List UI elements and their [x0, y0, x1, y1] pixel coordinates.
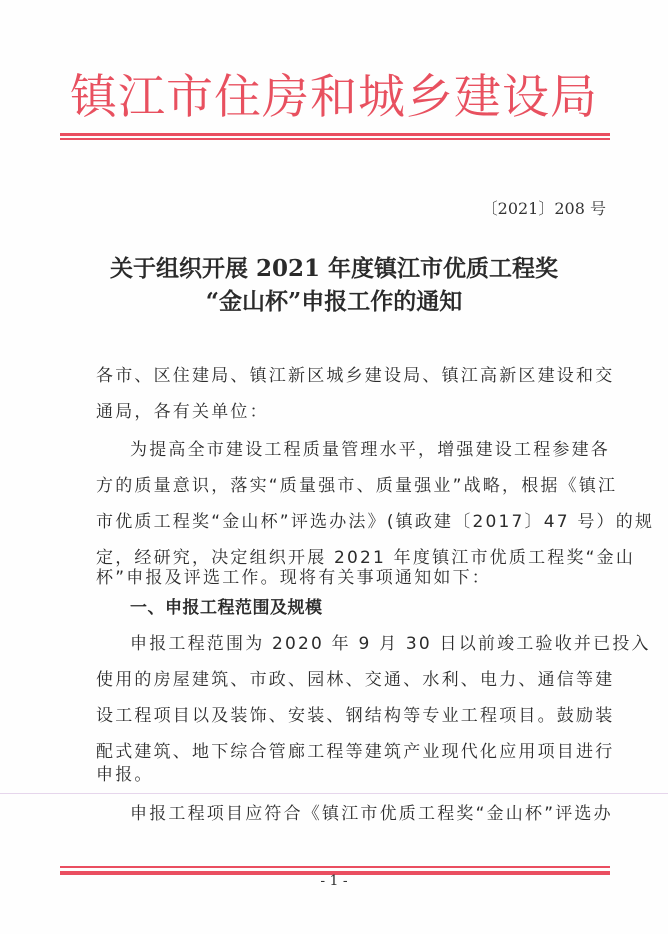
- scan-divider-line: [0, 793, 668, 794]
- paragraph-3-line-1: 申报工程项目应符合《镇江市优质工程奖“金山杯”评选办: [130, 804, 613, 824]
- paragraph-1-line-2: 方的质量意识，落实“质量强市、质量强业”战略，根据《镇江: [96, 476, 618, 496]
- letterhead-agency-name: 镇江市住房和城乡建设局: [70, 70, 598, 125]
- section-heading-1: 一、申报工程范围及规模: [130, 598, 323, 618]
- paragraph-1-line-4: 定，经研究，决定组织开展 2021 年度镇江市优质工程奖“金山: [96, 548, 636, 568]
- addressee-line-1: 各市、区住建局、镇江新区城乡建设局、镇江高新区建设和交: [96, 366, 615, 386]
- paragraph-2-line-4: 配式建筑、地下综合管廊工程等建筑产业现代化应用项目进行: [96, 742, 615, 762]
- page-number: - 1 -: [320, 873, 348, 889]
- paragraph-1-line-3: 市优质工程奖“金山杯”评选办法》(镇政建〔2017〕47 号）的规: [96, 512, 655, 532]
- letterhead-red-rule-bottom: [60, 138, 610, 140]
- document-number: 〔2021〕208 号: [481, 199, 606, 218]
- paragraph-2-line-1: 申报工程范围为 2020 年 9 月 30 日以前竣工验收并已投入: [130, 634, 651, 654]
- paragraph-2-line-5: 申报。: [96, 765, 154, 785]
- document-title-line-2: “金山杯”申报工作的通知: [205, 288, 463, 315]
- document-title-line-1: 关于组织开展 2021 年度镇江市优质工程奖: [109, 255, 559, 282]
- paragraph-1-line-1: 为提高全市建设工程质量管理水平，增强建设工程参建各: [130, 440, 610, 460]
- paragraph-2-line-3: 设工程项目以及装饰、安装、钢结构等专业工程项目。鼓励装: [96, 706, 615, 726]
- addressee-line-2: 通局，各有关单位：: [96, 402, 269, 422]
- paragraph-1-line-5: 杯”申报及评选工作。现将有关事项通知如下：: [96, 568, 492, 588]
- letterhead-red-rule-top: [60, 133, 610, 136]
- footer-red-rule-top: [60, 866, 610, 868]
- paragraph-2-line-2: 使用的房屋建筑、市政、园林、交通、水利、电力、通信等建: [96, 670, 615, 690]
